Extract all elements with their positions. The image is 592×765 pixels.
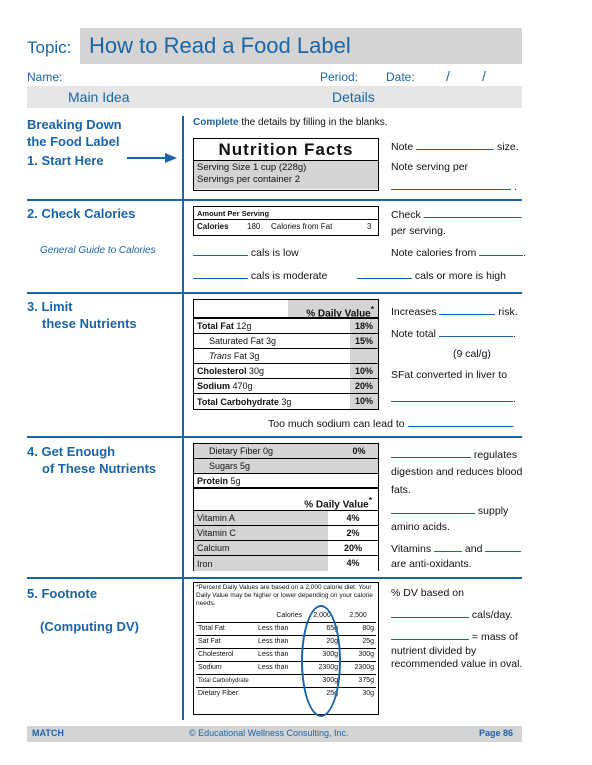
dv-star: * (370, 304, 374, 314)
cals-high-label: cals or more is high (414, 270, 506, 282)
nutrient-amount: 3g (278, 396, 292, 407)
nutrient-dv: 10% (350, 394, 378, 409)
note-label: Note (391, 141, 414, 153)
footnote-text: *Percent Daily Values are based on a 2,000 calorie diet. Your Daily Value may be higher or lower depending on your calorie needs. (196, 584, 373, 607)
topic-label: Topic: (27, 38, 72, 57)
note-size-line (391, 140, 519, 154)
nutrient-dv: 20% (350, 379, 378, 393)
calories-fat-label: Calories from Fat (271, 222, 333, 231)
nutrition-facts-title: Nutrition Facts (194, 139, 378, 161)
fn-2500: 30g (362, 690, 374, 698)
main-idea-header: Main Idea (68, 89, 130, 105)
fn-cond: Less than (256, 661, 304, 674)
period-label: Period: (320, 70, 359, 84)
dv-star: * (368, 495, 372, 505)
nutrient-amount: 5g (228, 475, 241, 486)
fn-2000: 25g (326, 690, 338, 698)
nutrient-name: Dietary Fiber 0g (209, 446, 274, 456)
regulates-line (391, 448, 517, 462)
dv-header (288, 300, 378, 320)
note-total-label: Note total (391, 328, 436, 340)
nutrient-divided-text: nutrient divided by (391, 645, 477, 657)
nutrient-row-sat-fat (194, 334, 378, 349)
fn-2000: 65g (304, 622, 340, 635)
section-1-title (27, 116, 122, 150)
amino-acids-text: amino acids. (391, 521, 450, 533)
column-divider (182, 116, 184, 720)
fn-label (196, 609, 256, 622)
cals-low-label: cals is low (250, 247, 299, 259)
fn-label: Total Carbohydrate (196, 674, 256, 687)
details-header: Details (332, 89, 375, 105)
page-title: How to Read a Food Label (89, 33, 351, 58)
section-4-title (27, 443, 156, 477)
date-slash-2: / (482, 68, 486, 84)
fn-2000: 2,000 (304, 609, 340, 622)
sfat-converted: SFat converted in liver to (391, 369, 508, 381)
vitamin-name: Calcium (197, 543, 230, 553)
blank-sodium[interactable] (408, 417, 512, 427)
fn-cond (256, 674, 304, 687)
nutrient-row-cholesterol (194, 364, 378, 379)
vitamin-name: Vitamin A (197, 513, 235, 523)
fn-label: Total Fat (196, 622, 256, 635)
section-4-title-line2: of These Nutrients (42, 461, 157, 476)
nutrient-dv: 18% (350, 319, 378, 333)
size-label: size. (497, 141, 519, 153)
blank-cals-moderate[interactable] (193, 269, 248, 279)
section-1-title-line2: the Food Label (27, 134, 120, 149)
footnote-header-row (196, 609, 376, 622)
blank-mass-of[interactable] (391, 630, 469, 640)
check-label: Check (391, 209, 421, 221)
instruction-text (193, 117, 388, 128)
nutrient-row-trans-fat (194, 349, 378, 364)
supply-label: supply (477, 505, 509, 517)
limit-nutrients-box (193, 299, 379, 410)
fn-2500: 25g (340, 635, 376, 648)
fn-cond (256, 687, 304, 700)
footnote-row (196, 648, 376, 661)
per-serving-label: per serving. (391, 225, 446, 237)
amount-per-serving: Amount Per Serving (194, 207, 378, 220)
footnote-row (196, 661, 376, 674)
section-3-title (27, 298, 137, 332)
mass-of-label: = mass of (471, 631, 518, 643)
blank-calories-from[interactable] (479, 246, 523, 256)
name-label: Name: (27, 70, 63, 84)
and-label: and (464, 543, 483, 555)
fn-2500: 80g (340, 622, 376, 635)
recommended-text: recommended value in oval. (391, 658, 523, 670)
nutrient-name: Cholesterol (197, 366, 247, 376)
servings-per-container: Servings per container 2 (197, 174, 300, 185)
nutrient-amount: 12g (233, 321, 252, 331)
fn-cond: Calories (256, 609, 304, 622)
blank-vitamin-1[interactable] (434, 542, 462, 552)
increases-line (391, 305, 518, 319)
nutrient-row-carbohydrate (194, 394, 378, 409)
footnote-row (196, 687, 376, 700)
section-1-step: 1. Start Here (27, 153, 104, 168)
fn-label: Dietary Fiber (198, 690, 239, 698)
footer-copyright: © Educational Wellness Consulting, Inc. (189, 728, 349, 738)
vitamins-label: Vitamins (391, 543, 432, 555)
fn-label: Cholesterol (196, 648, 256, 661)
fn-2500: 2300g (340, 661, 376, 674)
cals-moderate-label: cals is moderate (250, 270, 328, 282)
dv-based-text: % DV based on (391, 587, 464, 599)
instruction-bold: Complete (193, 117, 239, 128)
trans-rest: Fat 3g (231, 351, 260, 361)
nutrient-name: Sodium (197, 381, 230, 391)
section-5-subtitle: (Computing DV) (40, 619, 139, 634)
fn-2000: 300g (304, 648, 340, 661)
nutrient-row-protein (194, 474, 378, 489)
divider-4 (27, 577, 522, 579)
period-mark: . (523, 247, 527, 259)
dv-header-text: % Daily Value (304, 499, 369, 511)
fn-2000: 20g (304, 635, 340, 648)
divider-2 (27, 292, 522, 294)
dv-header-2 (194, 489, 378, 511)
cals-day-line (391, 608, 513, 622)
note-serving-per: Note serving per (391, 161, 469, 173)
section-5-title: 5. Footnote (27, 586, 98, 601)
supply-line (391, 504, 508, 518)
blank-cals-high[interactable] (357, 269, 412, 279)
get-enough-box (193, 443, 379, 571)
blank-regulates[interactable] (391, 448, 471, 458)
nutrient-name: Protein (197, 475, 229, 486)
nutrient-dv: 15% (350, 334, 378, 348)
footer-page-number: Page 86 (479, 728, 514, 738)
blank-serving-size[interactable] (416, 140, 494, 150)
calories-value: 180 (247, 222, 261, 231)
check-line (391, 208, 522, 222)
serving-per-blank-line (391, 180, 517, 194)
sodium-label: Too much sodium can lead to (268, 418, 405, 430)
nutrient-amount: 470g (230, 381, 253, 391)
period-mark: . (513, 393, 516, 405)
period-mark: . (513, 181, 517, 193)
footer-left: MATCH (32, 728, 64, 738)
footnote-table (196, 609, 376, 700)
calories-from-label: Note calories from (391, 247, 477, 259)
calories-box (193, 206, 379, 236)
vitamin-name: Vitamin C (197, 528, 236, 538)
cals-low-line (193, 246, 299, 260)
fn-2000: 300g (304, 674, 340, 687)
sfat-blank-line (391, 392, 516, 406)
vitamin-row-iron (194, 556, 378, 571)
vitamin-dv: 20% (328, 541, 378, 555)
section-1-title-line1: Breaking Down (27, 117, 122, 132)
vitamin-row-a (194, 511, 378, 526)
date-slash-1: / (446, 68, 450, 84)
trans-italic: Trans (209, 351, 232, 361)
section-4-title-line1: 4. Get Enough (27, 444, 116, 459)
fn-2000: 2300g (304, 661, 340, 674)
section-3-title-line1: 3. Limit (27, 299, 73, 314)
divider-1 (27, 199, 522, 201)
fn-cond: Less than (256, 622, 304, 635)
cals-high-line (357, 269, 506, 283)
blank-check[interactable] (424, 208, 522, 218)
period-mark: . (512, 328, 516, 340)
vitamin-dv: 4% (328, 511, 378, 525)
dv-header-text: % Daily Value (306, 308, 371, 320)
divider-3 (27, 436, 522, 438)
antioxidants-text: are anti-oxidants. (391, 558, 472, 570)
cals-moderate-line (193, 269, 327, 283)
footnote-box (193, 582, 379, 715)
nutrient-dv: 10% (350, 364, 378, 378)
nutrient-row-total-fat (194, 319, 378, 334)
section-2-title: 2. Check Calories (27, 206, 136, 221)
nutrient-dv: 0% (352, 446, 366, 456)
nutrient-name: Total Fat (197, 321, 234, 331)
nutrient-name: Total Carbohydrate (197, 396, 279, 407)
nutrient-row-sodium (194, 379, 378, 394)
oval-highlight (301, 605, 341, 717)
increases-label: Increases (391, 306, 437, 318)
serving-size: Serving Size 1 cup (228g) (197, 162, 307, 173)
digestion-text: digestion and reduces blood (391, 466, 523, 478)
nutrient-amount: 30g (246, 366, 265, 376)
fn-cond: Less than (256, 648, 304, 661)
footnote-row (196, 635, 376, 648)
cals-day-label: cals/day. (471, 609, 513, 621)
instruction-rest: the details by filling in the blanks. (238, 117, 388, 128)
nutrient-dv (350, 349, 378, 363)
vitamin-row-c (194, 526, 378, 541)
blank-serving-per[interactable] (391, 180, 511, 190)
fn-label: Sodium (196, 661, 256, 674)
blank-cals-low[interactable] (193, 246, 248, 256)
footnote-row (196, 674, 376, 687)
risk-label: risk. (498, 306, 518, 318)
calories-guide-label: General Guide to Calories (40, 245, 156, 256)
nutrient-row-sugars (194, 459, 378, 474)
mass-of-line (391, 630, 518, 644)
note-total-line (391, 327, 516, 341)
nutrient-name: Saturated Fat 3g (209, 336, 277, 346)
fn-cond: Less than (256, 635, 304, 648)
nutrient-name: Sugars 5g (209, 461, 251, 471)
period-mark: . (511, 418, 515, 430)
vitamin-dv: 2% (328, 526, 378, 540)
fats-text: fats. (391, 484, 411, 496)
section-3-title-line2: these Nutrients (42, 316, 137, 331)
vitamin-row-calcium (194, 541, 378, 556)
vitamin-name: Iron (197, 558, 213, 569)
nutrition-facts-header-box (193, 138, 379, 191)
cal-per-gram: (9 cal/g) (453, 348, 491, 360)
footer-bar (27, 726, 522, 742)
blank-vitamin-2[interactable] (485, 542, 521, 552)
blank-cals-day[interactable] (391, 608, 469, 618)
calories-from-line (391, 246, 526, 260)
blank-note-total[interactable] (439, 327, 513, 337)
fn-2500: 300g (340, 648, 376, 661)
nutrient-row-fiber (194, 444, 378, 459)
vitamins-line (391, 542, 521, 556)
regulates-label: regulates (473, 449, 518, 461)
sodium-line (268, 417, 514, 431)
blank-increases[interactable] (439, 305, 495, 315)
footnote-row (196, 622, 376, 635)
fn-label: Sat Fat (196, 635, 256, 648)
blank-supply[interactable] (391, 504, 475, 514)
calories-fat-value: 3 (367, 222, 372, 231)
fn-2500: 375g (340, 674, 376, 687)
date-label: Date: (386, 70, 415, 84)
blank-sfat[interactable] (391, 392, 513, 402)
vitamin-dv: 4% (328, 556, 378, 571)
calories-label: Calories (197, 222, 229, 231)
arrow-right-icon (127, 151, 177, 165)
fn-2500: 2,500 (340, 609, 376, 622)
